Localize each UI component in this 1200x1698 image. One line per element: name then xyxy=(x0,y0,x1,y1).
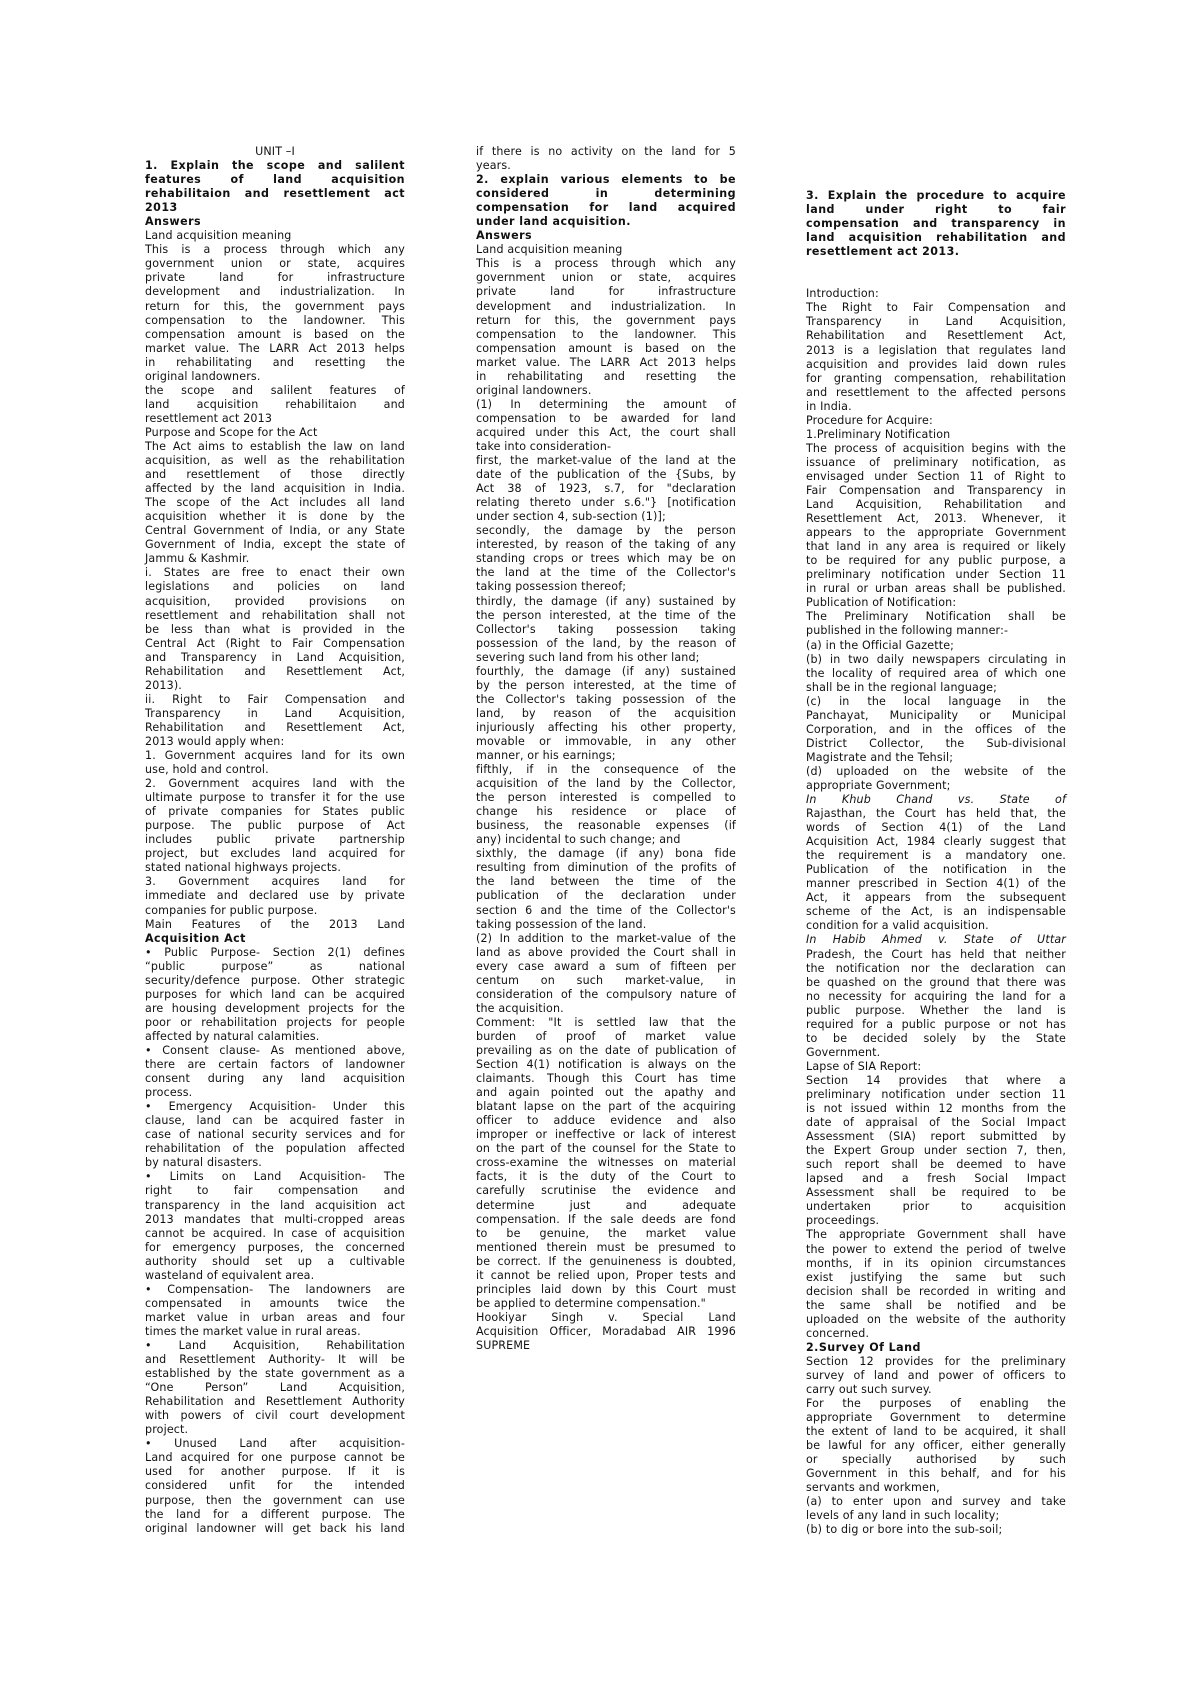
text-line: legislations and policies on land xyxy=(145,580,405,594)
text-line: development and industrialization. In xyxy=(476,299,736,313)
text-line: the land for a different purpose. The xyxy=(145,1507,405,1521)
text-line: land as above provided the Court shall in xyxy=(476,945,736,959)
text-line: manner, or his earnings; xyxy=(476,749,616,763)
text-line: burden of proof of market value xyxy=(476,1029,736,1043)
text-line: or specially authorised by such xyxy=(806,1453,1066,1467)
text-line: UNIT –I xyxy=(255,145,295,158)
text-line: carry out such survey. xyxy=(806,1382,932,1396)
text-line: Lapse of SIA Report: xyxy=(806,1059,922,1073)
text-line: Rehabilitation and Resettlement Act, xyxy=(806,329,1066,343)
text-line: wasteland of equivalent area. xyxy=(145,1268,315,1282)
text-line: stated national highways projects. xyxy=(145,861,341,875)
text-line: on the part of the counsel for the State to xyxy=(476,1142,736,1156)
text-line: Land acquired for one purpose cannot be xyxy=(145,1451,405,1465)
text-line: months, if in its opinion circumstances xyxy=(806,1256,1066,1270)
text-line: This is a process through which any xyxy=(476,257,736,271)
text-line: This is a process through which any xyxy=(145,243,405,257)
text-line: process. xyxy=(145,1086,193,1100)
text-line: resulting from diminution of the profits of xyxy=(476,861,736,875)
text-line: purposes for which land can be acquired xyxy=(145,987,405,1001)
text-line: Publication of the notification in the xyxy=(806,863,1066,877)
text-line: right to fair compensation and xyxy=(145,1184,405,1198)
text-line: purpose. The public purpose of Act xyxy=(145,819,405,833)
text-line: Panchayat, Municipality or Municipal xyxy=(806,708,1066,722)
text-line: acquisition, provided provisions on xyxy=(145,594,405,608)
text-line: thirdly, the damage (if any) sustained by xyxy=(476,594,736,608)
text-line: and resettlement to the affected persons xyxy=(806,385,1066,399)
text-line: considered unfit for the intended xyxy=(145,1479,405,1493)
text-line: issuance of preliminary notification, as xyxy=(806,455,1066,469)
text-line: the same shall be notified and be xyxy=(806,1298,1066,1312)
text-line: Procedure for Acquire: xyxy=(806,413,933,427)
text-line: (c) in the local language in the xyxy=(806,694,1066,708)
text-line: (2) In addition to the market-value of the xyxy=(476,931,736,945)
text-line: the notification nor the declaration can xyxy=(806,961,1066,975)
text-line: in rehabilitating and resetting the xyxy=(145,355,405,369)
text-line: Answers xyxy=(145,215,202,229)
text-line: consideration of the compulsory nature of xyxy=(476,987,736,1001)
text-line: Acquisition Act, 1984 clearly suggest that xyxy=(806,835,1066,849)
text-line: • Public Purpose- Section 2(1) defines xyxy=(145,945,405,959)
text-line: market value in urban areas and four xyxy=(145,1310,405,1324)
text-line: land, by reason of the acquisition xyxy=(476,706,736,720)
text-line: Government of India, except the state of xyxy=(145,538,405,552)
text-line: authority should set up a cultivable xyxy=(145,1254,405,1268)
text-line: under land acquisition. xyxy=(476,215,631,229)
text-line: (b) to dig or bore into the sub-soil; xyxy=(806,1523,1003,1537)
text-line: acquisition, as well as the rehabilitation xyxy=(145,454,405,468)
text-line: for granting compensation, rehabilitation xyxy=(806,371,1066,385)
text-line: market value. The LARR Act 2013 helps xyxy=(476,355,736,369)
text-line: compensation to the landowner. This xyxy=(476,327,736,341)
text-line: • Land Acquisition, Rehabilitation xyxy=(145,1338,405,1352)
text-line: Section 4(1) notification is always on the xyxy=(476,1058,736,1072)
text-line: Act 38 of 1923, s.7, for "declaration xyxy=(476,482,736,496)
text-line: 2013 is a legislation that regulates land xyxy=(806,343,1066,357)
text-line: taking possession thereof; xyxy=(476,580,627,594)
text-line: return for this, the government pays xyxy=(145,299,405,313)
text-line: original landowners. xyxy=(476,383,592,397)
text-line: 2013 xyxy=(145,201,178,215)
text-line: resettlement and rehabilitation shall not xyxy=(145,608,405,622)
text-line: sixthly, the damage (if any) bona fide xyxy=(476,847,736,861)
text-line: 1.Preliminary Notification xyxy=(806,427,951,441)
text-line: standing crops or trees which may be on xyxy=(476,552,736,566)
text-line: land acquisition rehabilitation and xyxy=(806,231,1066,245)
text-line: acquisition of the land by the Collector, xyxy=(476,777,736,791)
text-line: Land Acquisition, Rehabilitation and xyxy=(806,498,1066,512)
text-line: condition for a valid acquisition. xyxy=(806,919,989,933)
text-line: appears to the appropriate Government xyxy=(806,526,1066,540)
text-line: the scope and salilent features of xyxy=(145,383,405,397)
text-line: (a) in the Official Gazette; xyxy=(806,638,955,652)
text-line: Jammu & Kashmir. xyxy=(145,552,250,566)
text-line: carefully scrutinise the evidence and xyxy=(476,1184,736,1198)
text-line: published in the following manner:- xyxy=(806,624,1009,638)
text-line: mentioned therein must be presumed to xyxy=(476,1240,736,1254)
text-line: officer to adduce evidence and also xyxy=(476,1114,736,1128)
text-line: acquisition whether it is done by the xyxy=(145,510,405,524)
text-line: compensation to the landowner. This xyxy=(145,313,405,327)
text-line: the extent of land to be acquired, it shall xyxy=(806,1425,1066,1439)
text-line: the land at the time of the Collector's xyxy=(476,566,736,580)
text-line: proceedings. xyxy=(806,1214,880,1228)
text-line: poor or rehabilitation projects for people xyxy=(145,1015,405,1029)
text-line: compensation and transparency in xyxy=(806,217,1066,231)
text-line: market value. The LARR Act 2013 helps xyxy=(145,341,405,355)
blank-line xyxy=(806,273,1066,287)
text-line: Magistrate and the Tehsil; xyxy=(806,750,954,764)
text-line: Rehabilitation and Resettlement Act, xyxy=(145,664,405,678)
text-line: private land for infrastructure xyxy=(145,271,405,285)
text-line: first, the market-value of the land at the xyxy=(476,454,736,468)
text-line: blatant lapse on the part of the acquiring xyxy=(476,1100,736,1114)
text-line: 2. explain various elements to be xyxy=(476,173,736,187)
text-line: development and industrialization. In xyxy=(145,285,405,299)
text-line: • Compensation- The landowners are xyxy=(145,1282,405,1296)
text-line: lapsed and a fresh Social Impact xyxy=(806,1172,1066,1186)
text-line: Main Features of the 2013 Land xyxy=(145,917,405,931)
text-line: shall be in the regional language; xyxy=(806,680,998,694)
text-line: concerned. xyxy=(806,1326,870,1340)
text-line: used for another purpose. If it is xyxy=(145,1465,405,1479)
text-line: Land acquisition meaning xyxy=(476,243,623,257)
text-line: Rajasthan, the Court has held that, the xyxy=(806,807,1066,821)
text-line: SUPREME xyxy=(476,1338,531,1352)
text-line: is not issued within 12 months from the xyxy=(806,1102,1066,1116)
text-line: Answers xyxy=(476,229,533,243)
text-line: date of appraisal of the Social Impact xyxy=(806,1116,1066,1130)
text-line: land under right to fair xyxy=(806,203,1066,217)
text-line: purpose, then the government can use xyxy=(145,1493,405,1507)
text-line: and Transparency in Land Acquisition, xyxy=(145,650,405,664)
text-line: Acquisition Officer, Moradabad AIR 1996 xyxy=(476,1324,736,1338)
text-line: return for this, the government pays xyxy=(476,313,736,327)
text-line: “One Person” Land Acquisition, xyxy=(145,1381,405,1395)
text-line: levels of any land in such locality; xyxy=(806,1509,1000,1523)
text-line: undertaken prior to acquisition xyxy=(806,1200,1066,1214)
blank-line xyxy=(806,259,1066,273)
text-line: every case award a sum of fifteen per xyxy=(476,959,736,973)
text-line: public purpose. Whether the land is xyxy=(806,1003,1066,1017)
text-line: to be required for any public purpose, a xyxy=(806,554,1066,568)
text-line: the person interested, at the time of the xyxy=(476,608,736,622)
text-line: the locality of required area of which one xyxy=(806,666,1066,680)
text-line: appropriate Government; xyxy=(806,778,951,792)
text-line: The Preliminary Notification shall be xyxy=(806,610,1066,624)
text-line: envisaged under Section 11 of Right to xyxy=(806,469,1066,483)
text-line: uploaded on the website of the authority xyxy=(806,1312,1066,1326)
text-line: required for a public purpose or not has xyxy=(806,1017,1066,1031)
text-line: rehabilitaion and resettlement act xyxy=(145,187,405,201)
text-line: change his residence or place of xyxy=(476,805,736,819)
text-line: under section 4, sub-section (1)]; xyxy=(476,510,666,524)
text-line: ii. Right to Fair Compensation and xyxy=(145,692,405,706)
text-line: security/defence purpose. Other strategic xyxy=(145,973,405,987)
text-line: For the purposes of enabling the xyxy=(806,1397,1066,1411)
text-line: business, the reasonable expenses (if xyxy=(476,819,736,833)
text-line: for emergency purposes, the concerned xyxy=(145,1240,405,1254)
text-line: compensation to be awarded for land xyxy=(476,411,736,425)
text-line: The appropriate Government shall have xyxy=(806,1228,1066,1242)
text-line: survey of land and power of officers to xyxy=(806,1368,1066,1382)
text-line: the person interested is compelled to xyxy=(476,791,736,805)
text-line: preliminary notification under section 11 xyxy=(806,1088,1066,1101)
text-line: by the person interested, at the time of xyxy=(476,678,736,692)
text-line: acquired under this Act, the court shall xyxy=(476,425,736,439)
text-line: 2. Government acquires land with the xyxy=(145,777,405,791)
text-line: Comment: "It is settled law that the xyxy=(476,1015,736,1029)
text-line: the Expert Group under section 7, then, xyxy=(806,1144,1066,1158)
text-line: 2013). xyxy=(145,678,182,692)
text-line: in rehabilitating and resetting the xyxy=(476,369,736,383)
text-line: Fair Compensation and Transparency in xyxy=(806,483,1066,497)
text-line: i. States are free to enact their own xyxy=(145,566,405,580)
text-line: possession of the land, by the reason of xyxy=(476,636,736,650)
text-line: determine just and adequate xyxy=(476,1198,736,1212)
text-line: Assessment shall be required to be xyxy=(806,1186,1066,1200)
text-line: Acquisition Act xyxy=(145,931,246,945)
text-line: includes public private partnership xyxy=(145,833,405,847)
text-line: government union or state, acquires xyxy=(476,271,736,285)
text-line: compensation amount is based on the xyxy=(476,341,736,355)
text-line: fourthly, the damage (if any) sustained xyxy=(476,664,736,678)
text-line: project, but excludes land acquired for xyxy=(145,847,405,861)
text-line: exist justifying the same but such xyxy=(806,1270,1066,1284)
text-line: immediate and declared use by private xyxy=(145,889,405,903)
text-line: (b) in two daily newspapers circulating in xyxy=(806,652,1066,666)
text-line: Purpose and Scope for the Act xyxy=(145,425,318,439)
text-line: 1. Government acquires land for its own xyxy=(145,749,405,763)
text-line: in India. xyxy=(806,399,852,413)
text-line: (a) to enter upon and survey and take xyxy=(806,1495,1066,1509)
text-line: with powers of civil court development xyxy=(145,1409,405,1423)
text-line: be correct. If the genuineness is doubted, xyxy=(476,1254,736,1268)
text-line: Land acquisition meaning xyxy=(145,229,292,243)
text-line: rehabilitation of the population affected xyxy=(145,1142,405,1156)
text-line: be applied to determine compensation." xyxy=(476,1296,706,1310)
text-line: Transparency in Land Acquisition, xyxy=(145,706,405,720)
text-line: centum on such market-value, in xyxy=(476,973,736,987)
text-line: • Unused Land after acquisition- xyxy=(145,1437,405,1451)
text-line: consent during any land acquisition xyxy=(145,1072,405,1086)
text-line: cross-examine the witnesses on material xyxy=(476,1156,736,1170)
text-line: it cannot be relied upon, Proper tests and xyxy=(476,1268,736,1282)
text-line: 3. Government acquires land for xyxy=(145,875,405,889)
text-line: acquisition and provides laid down rules xyxy=(806,357,1066,371)
text-line: prevailing as on the date of publication of xyxy=(476,1044,736,1057)
text-line: the power to extend the period of twelve xyxy=(806,1242,1066,1256)
text-line: (1) In determining the amount of xyxy=(476,397,736,411)
text-line: private land for infrastructure xyxy=(476,285,736,299)
text-line: claimants. Though this Court has time xyxy=(476,1072,736,1086)
text-line: secondly, the damage by the person xyxy=(476,524,736,538)
text-line: compensation. If the sale deeds are fond xyxy=(476,1212,736,1226)
text-line: any) incidental to such change; and xyxy=(476,833,681,847)
text-line: land acquisition rehabilitaion and xyxy=(145,397,405,411)
text-line: (d) uploaded on the website of the xyxy=(806,764,1066,778)
text-line: the Collector's taking possession of the xyxy=(476,692,736,706)
text-line: Collector's taking possession taking xyxy=(476,622,736,636)
text-line: • Emergency Acquisition- Under this xyxy=(145,1100,405,1114)
text-line: publication of the declaration under xyxy=(476,889,736,903)
text-line: be lawful for any officer, either generally xyxy=(806,1439,1066,1453)
text-line: “public purpose” as national xyxy=(145,959,405,973)
text-line: taking possession of the land. xyxy=(476,917,647,931)
text-column-3 xyxy=(806,0,1066,1538)
text-line: 2013 mandates that multi-cropped areas xyxy=(145,1212,405,1226)
text-line: no necessity for acquiring the land for a xyxy=(806,989,1066,1003)
text-line: in rural or urban areas shall be published. xyxy=(806,582,1066,596)
text-line: Section 12 provides for the preliminary xyxy=(806,1354,1066,1368)
text-line: resettlement act 2013. xyxy=(806,245,960,259)
text-line: preliminary notification under Section 11 xyxy=(806,568,1066,582)
text-line: The scope of the Act includes all land xyxy=(145,496,405,510)
text-line: words of Section 4(1) of the Land xyxy=(806,821,1066,835)
text-line: compensation amount is based on the xyxy=(145,327,405,341)
text-line: there are certain factors of landowner xyxy=(145,1058,405,1072)
text-line: Assessment (SIA) report submitted by xyxy=(806,1130,1066,1144)
text-line: compensation for land acquired xyxy=(476,201,736,215)
text-line: severing such land from his other land; xyxy=(476,650,700,664)
text-line: and Resettlement Authority- It will be xyxy=(145,1353,405,1367)
text-line: In Habib Ahmed v. State of Uttar xyxy=(806,933,1066,947)
text-line: facts, it is the duty of the Court to xyxy=(476,1170,736,1184)
text-line: take into consideration- xyxy=(476,439,612,453)
text-line: Hookiyar Singh v. Special Land xyxy=(476,1310,736,1324)
text-line: be less than what is provided in the xyxy=(145,622,405,636)
text-line: relating thereto under s.6."} [notification xyxy=(476,496,736,510)
text-line: transparency in the land acquisition act xyxy=(145,1198,405,1212)
text-line: original landowners. xyxy=(145,369,261,383)
text-line: that land in any area is required or likely xyxy=(806,540,1066,554)
text-line: project. xyxy=(145,1423,189,1437)
text-line: • Consent clause- As mentioned above, xyxy=(145,1044,405,1057)
text-line: of private companies for States public xyxy=(145,805,405,819)
text-line: the requirement is a mandatory one. xyxy=(806,849,1066,863)
text-line: scheme of the Act, is an indispensable xyxy=(806,905,1066,919)
text-line: Rehabilitation and Resettlement Authority xyxy=(145,1395,405,1409)
text-line: original landowner will get back his land xyxy=(145,1521,405,1535)
text-line: The Act aims to establish the law on land xyxy=(145,439,405,453)
text-line: injuriously affecting his other property, xyxy=(476,720,736,734)
text-line: such report shall be deemed to have xyxy=(806,1158,1066,1172)
text-line: 2.Survey Of Land xyxy=(806,1340,921,1354)
text-line: clause, land can be acquired faster in xyxy=(145,1114,405,1128)
text-line: 2013 would apply when: xyxy=(145,734,285,748)
text-line: to be decided solely by the State xyxy=(806,1031,1066,1045)
text-line: by natural disasters. xyxy=(145,1156,262,1170)
text-line: times the market value in rural areas. xyxy=(145,1324,361,1338)
text-line: case of national security services and for xyxy=(145,1128,405,1142)
text-line: resettlement act 2013 xyxy=(145,411,273,425)
text-line: Corporation, and in the offices of the xyxy=(806,722,1066,736)
text-line: to be genuine, the market value xyxy=(476,1226,736,1240)
text-line: ultimate purpose to transfer it for the use xyxy=(145,791,405,805)
text-line: Transparency in Land Acquisition, xyxy=(806,315,1066,329)
text-line: affected by the land acquisition in India. xyxy=(145,482,405,496)
text-line: and again pointed out the apathy and xyxy=(476,1086,736,1100)
text-line: Government. xyxy=(806,1045,881,1059)
text-line: the land between the time of the xyxy=(476,875,736,889)
text-line: cannot be acquired. In case of acquisition xyxy=(145,1226,405,1240)
text-line: use, hold and control. xyxy=(145,763,269,777)
text-line: years. xyxy=(476,159,511,173)
text-line: In Khub Chand vs. State of xyxy=(806,793,1066,807)
text-line: Pradesh, the Court has held that neither xyxy=(806,947,1066,961)
text-line: servants and workmen, xyxy=(806,1481,940,1495)
text-line: appropriate Government to determine xyxy=(806,1411,1066,1425)
text-line: features of land acquisition xyxy=(145,173,405,187)
text-line: companies for public purpose. xyxy=(145,903,318,917)
text-line: 3. Explain the procedure to acquire xyxy=(806,189,1066,202)
text-line: date of the publication of the {Subs, by xyxy=(476,468,736,482)
text-line: The Right to Fair Compensation and xyxy=(806,301,1066,315)
text-line: the acquisition. xyxy=(476,1001,564,1015)
text-line: interested, by reason of the taking of any xyxy=(476,538,736,552)
text-line: affected by natural calamities. xyxy=(145,1029,320,1043)
text-line: improper or ineffective or lack of interest xyxy=(476,1128,736,1142)
text-column-1 xyxy=(145,0,405,1536)
text-line: Resettlement Act, 2013. Whenever, it xyxy=(806,512,1066,526)
text-line: Central Act (Right to Fair Compensation xyxy=(145,636,405,650)
text-line: section 6 and the time of the Collector's xyxy=(476,903,736,917)
text-line: established by the state government as a xyxy=(145,1367,405,1381)
text-line: The process of acquisition begins with the xyxy=(806,441,1066,455)
text-line: Government in this behalf, and for his xyxy=(806,1467,1066,1481)
text-column-2 xyxy=(476,0,736,1353)
text-line: Rehabilitation and Resettlement Act, xyxy=(145,720,405,734)
text-line: Act, it appears from the subsequent xyxy=(806,891,1066,905)
text-line: Section 14 provides that where a xyxy=(806,1073,1066,1087)
text-line: • Limits on Land Acquisition- The xyxy=(145,1170,405,1184)
text-line: government union or state, acquires xyxy=(145,257,405,271)
text-line: movable or immovable, in any other xyxy=(476,734,736,748)
text-line: considered in determining xyxy=(476,187,736,201)
text-line: and resettlement of those directly xyxy=(145,468,405,482)
text-line: Introduction: xyxy=(806,287,879,301)
text-line: compensated in amounts twice the xyxy=(145,1296,405,1310)
text-line: fifthly, if in the consequence of the xyxy=(476,763,736,777)
text-line: Central Government of India, or any State xyxy=(145,524,405,538)
text-line: 1. Explain the scope and salilent xyxy=(145,159,405,173)
text-line: be quashed on the ground that there was xyxy=(806,975,1066,989)
text-line: Publication of Notification: xyxy=(806,596,957,610)
text-line: decision shall be recorded in writing and xyxy=(806,1284,1066,1298)
text-line: principles laid down by this Court must xyxy=(476,1282,736,1296)
text-line: manner prescribed in Section 4(1) of the xyxy=(806,877,1066,891)
text-line: if there is no activity on the land for 5 xyxy=(476,145,736,158)
text-line: District Collector, the Sub-divisional xyxy=(806,736,1066,750)
text-line: are housing development projects for the xyxy=(145,1001,405,1015)
